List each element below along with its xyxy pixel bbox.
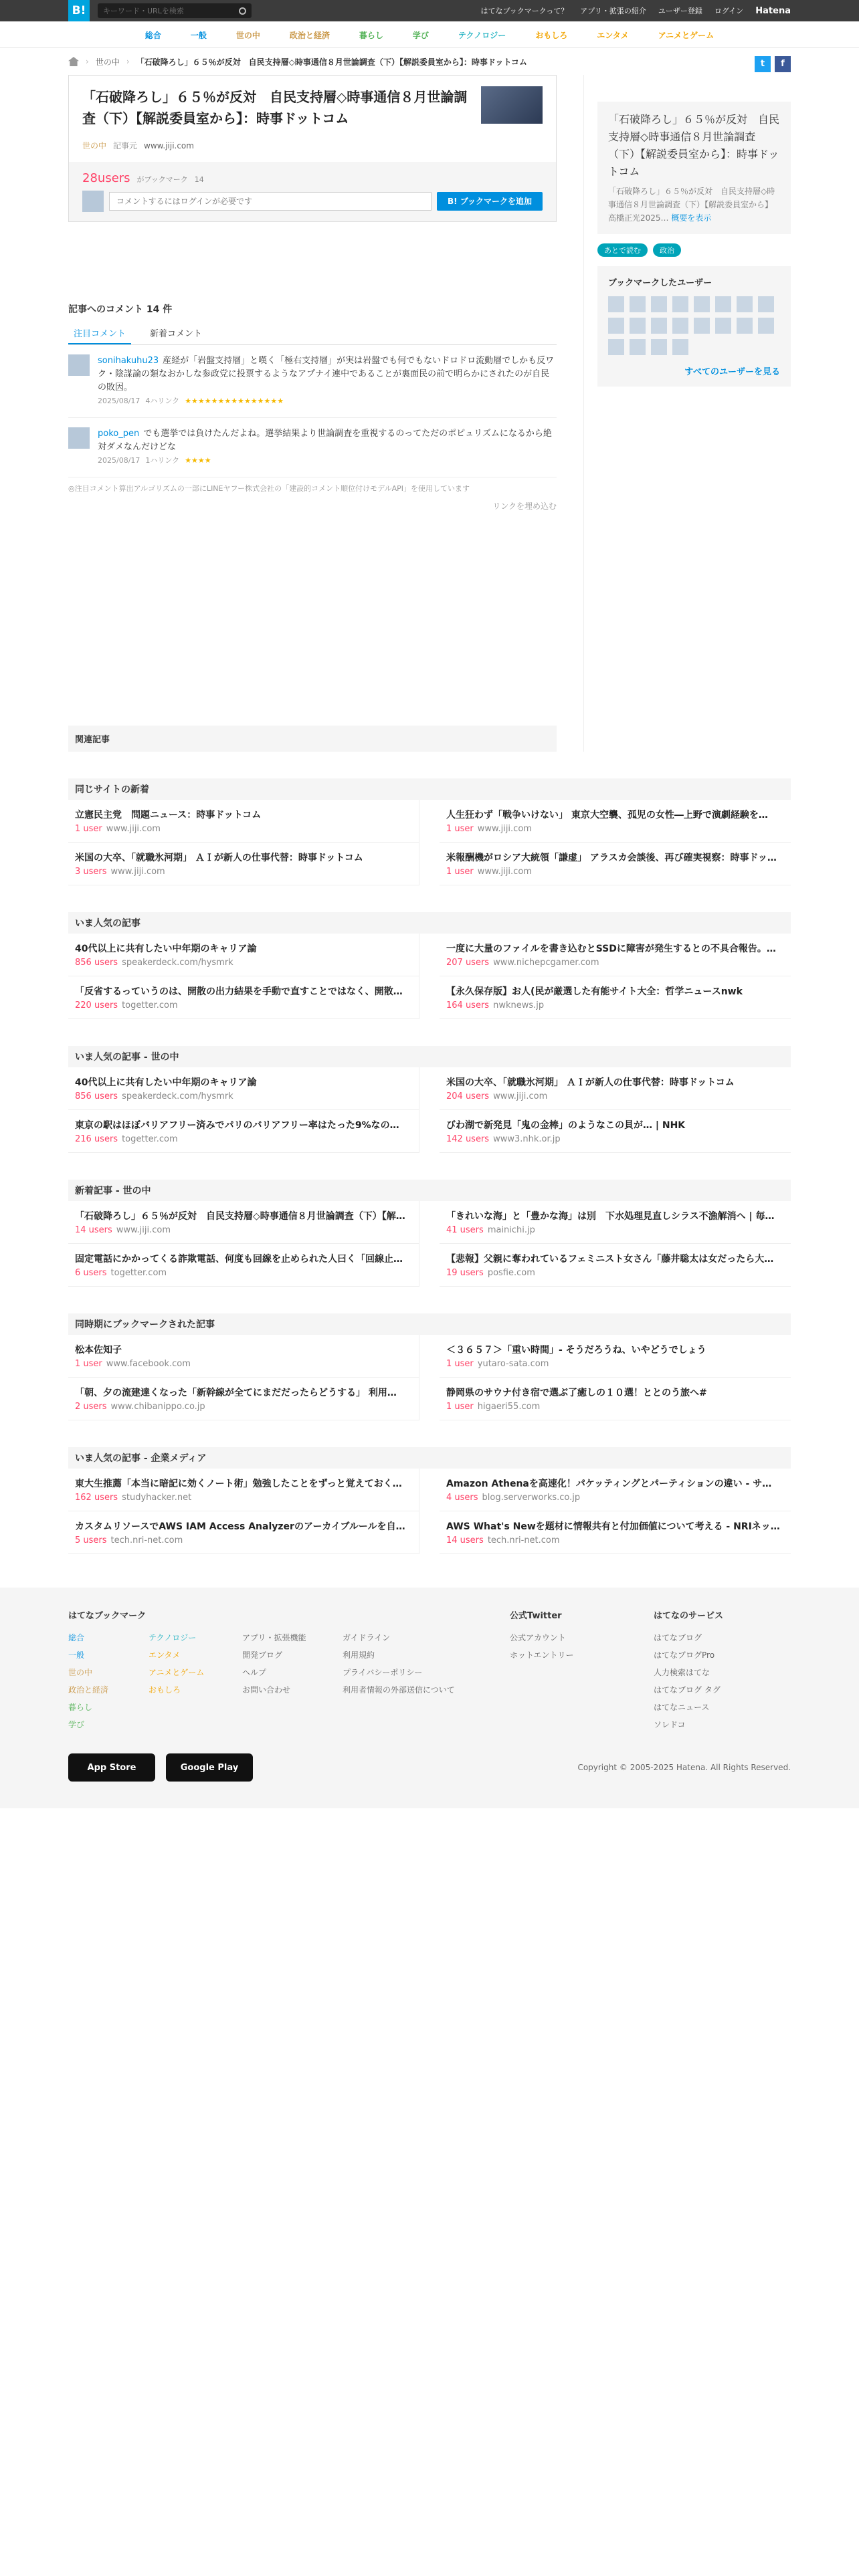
- list-item[interactable]: [68, 976, 419, 1019]
- nav-item-3[interactable]: 政治と経済: [289, 30, 330, 40]
- bookmark-users-title: ブックマークしたユーザー: [608, 278, 712, 288]
- article-users[interactable]: 4 users: [446, 1493, 478, 1503]
- hatena-bookmark-logo[interactable]: B!: [68, 0, 90, 21]
- article-domain[interactable]: www.jiji.com: [116, 1225, 171, 1235]
- list-item[interactable]: [440, 1335, 791, 1378]
- footer-col-title: はてなブックマーク: [68, 1611, 147, 1621]
- article-domain[interactable]: studyhacker.net: [122, 1493, 192, 1503]
- comment-tabs: [68, 322, 557, 345]
- sidebar-title[interactable]: 「石破降ろし」６５％が反対 自民支持層◇時事通信８月世論調査（下）【解説委員室から】：時事ドットコム: [608, 113, 780, 178]
- article-users[interactable]: 41 users: [446, 1225, 484, 1235]
- comment-item: [68, 345, 557, 418]
- list-item[interactable]: [68, 1244, 419, 1287]
- footer-link[interactable]: 学び: [68, 1720, 85, 1729]
- article-domain[interactable]: posfie.com: [487, 1268, 535, 1278]
- article-domain[interactable]: www.chibanippo.co.jp: [110, 1402, 205, 1412]
- entry-title[interactable]: 「石破降ろし」６５％が反対 自民支持層◇時事通信８月世論調査（下）【解説委員室から】：時事ドットコム: [82, 89, 468, 126]
- user-avatar[interactable]: [672, 339, 688, 355]
- list-item[interactable]: [440, 1110, 791, 1153]
- comment-input[interactable]: [109, 192, 432, 211]
- hatena-logo[interactable]: Hatena: [755, 5, 791, 16]
- article-title[interactable]: 米国の大卒、「就職氷河期」 ＡＩが新人の仕事代替：時事ドットコム: [75, 853, 363, 863]
- twitter-share-icon[interactable]: t: [755, 56, 771, 72]
- user-avatar[interactable]: [608, 296, 624, 312]
- article-list-section: [68, 1180, 791, 1287]
- user-avatar[interactable]: [672, 318, 688, 334]
- list-item[interactable]: [440, 1511, 791, 1554]
- list-item[interactable]: [68, 1201, 419, 1244]
- article-title[interactable]: カスタムリソースでAWS IAM Access Analyzerのアーカイブルールを自…: [75, 1521, 405, 1532]
- article-title[interactable]: 「きれいな海」と「豊かな海」は別 下水処理見直しシラス不漁解消へ | 毎…: [446, 1211, 775, 1222]
- comment-user[interactable]: poko_pen: [98, 429, 140, 439]
- article-meta: [446, 1225, 784, 1235]
- footer-link[interactable]: 利用規約: [343, 1650, 375, 1660]
- article-users[interactable]: 1 user: [75, 1359, 102, 1369]
- entry-domain[interactable]: www.jiji.com: [144, 140, 194, 150]
- app-store-badge[interactable]: App Store: [68, 1753, 155, 1782]
- entry-category[interactable]: 世の中: [82, 141, 107, 150]
- list-item[interactable]: [68, 843, 419, 885]
- list-item[interactable]: [68, 800, 419, 843]
- article-users[interactable]: 1 user: [446, 824, 474, 834]
- footer-link[interactable]: ガイドライン: [343, 1633, 391, 1642]
- article-users[interactable]: 142 users: [446, 1134, 490, 1144]
- article-users[interactable]: 216 users: [75, 1134, 118, 1144]
- comment-text: 産経が「岩盤支持層」と嘆く「極右支持層」が実は岩盤でも何でもないドロドロ流動層でしかも反ワク・陰謀論の類なおかしな参政党に投票するようなアプナイ連中であることが裏面民の前で明らかにされたのが自民の敗因。: [98, 356, 555, 393]
- nav-item-2[interactable]: 世の中: [235, 30, 260, 40]
- summary-text: 「石破降ろし」６５％が反対 自民支持層◇時事通信８月世論調査（下）【解説委員室から】 高橋正光2025…: [608, 187, 775, 223]
- article-meta: [446, 1493, 784, 1503]
- article-meta: [75, 1493, 412, 1503]
- nav-item-4[interactable]: 暮らし: [359, 30, 383, 40]
- top-links: [480, 5, 791, 16]
- article-grid: [68, 1335, 791, 1420]
- article-title[interactable]: AWS What's Newを題材に情報共有と付加価値について考える - NRIネッ…: [446, 1521, 780, 1532]
- comment-date[interactable]: 2025/08/17: [98, 397, 140, 405]
- article-domain[interactable]: togetter.com: [110, 1268, 167, 1278]
- add-bookmark-button[interactable]: B! ブックマークを追加: [437, 192, 543, 211]
- list-item[interactable]: [68, 934, 419, 976]
- nav-item-1[interactable]: 一般: [190, 30, 207, 40]
- user-avatar[interactable]: [737, 318, 753, 334]
- facebook-share-icon[interactable]: f: [775, 56, 791, 72]
- list-title: いま人気の記事: [68, 912, 791, 934]
- article-domain[interactable]: www.jiji.com: [493, 1091, 548, 1101]
- comment-info: [98, 454, 557, 467]
- tag-item[interactable]: 政治: [653, 243, 681, 257]
- list-item[interactable]: [440, 934, 791, 976]
- user-avatar[interactable]: [694, 296, 710, 312]
- article-list-section: [68, 1046, 791, 1153]
- footer-link[interactable]: 利用者情報の外部送信について: [343, 1685, 455, 1695]
- article-users[interactable]: 2 users: [75, 1402, 107, 1412]
- article-list-section: [68, 912, 791, 1019]
- article-users[interactable]: 5 users: [75, 1535, 107, 1545]
- main-column: [68, 75, 557, 752]
- sidebar-entry-box: [597, 102, 791, 234]
- article-meta: [75, 1000, 412, 1010]
- avatar[interactable]: [68, 354, 90, 376]
- star-icon[interactable]: ★★★★: [185, 456, 211, 465]
- user-avatar[interactable]: [630, 339, 646, 355]
- list-title: 同時期にブックマークされた記事: [68, 1313, 791, 1335]
- footer-link[interactable]: お問い合わせ: [242, 1685, 291, 1695]
- article-title[interactable]: びわ湖で新発見「鬼の金棒」のようなこの貝が… | NHK: [446, 1120, 686, 1131]
- article-users[interactable]: 164 users: [446, 1000, 490, 1010]
- article-meta: [75, 1225, 412, 1235]
- comment-body: [98, 427, 557, 467]
- article-domain[interactable]: www.facebook.com: [106, 1359, 191, 1369]
- footer-col-1: [68, 1608, 149, 1733]
- entry-box: [68, 75, 557, 222]
- footer-link[interactable]: 暮らし: [68, 1703, 93, 1712]
- article-domain[interactable]: togetter.com: [122, 1134, 178, 1144]
- list-title: 新着記事 - 世の中: [68, 1180, 791, 1201]
- comment-text-line: [98, 354, 557, 395]
- article-meta: [446, 1000, 784, 1010]
- comment-item: [68, 418, 557, 477]
- footer-link[interactable]: はてなブログ: [654, 1633, 702, 1642]
- article-title[interactable]: 人生狂わず「戦争いけない」 東京大空襲、孤児の女性―上野で演劇経験を…: [446, 810, 768, 821]
- bookmark-user-count[interactable]: 28users: [82, 171, 130, 185]
- article-users[interactable]: 220 users: [75, 1000, 118, 1010]
- list-item[interactable]: [440, 1201, 791, 1244]
- sidebar-summary: [608, 185, 780, 225]
- article-users[interactable]: 204 users: [446, 1091, 490, 1101]
- comment-links[interactable]: 4ハリンク: [145, 397, 180, 405]
- article-grid: [68, 1469, 791, 1554]
- article-meta: [75, 1402, 412, 1412]
- user-avatar[interactable]: [630, 296, 646, 312]
- article-title[interactable]: ＜３６５７＞「重い時間」- そうだろうね、いやどうでしょう: [446, 1345, 706, 1356]
- article-users[interactable]: 162 users: [75, 1493, 118, 1503]
- article-domain[interactable]: blog.serverworks.co.jp: [482, 1493, 581, 1503]
- ad-space: [68, 512, 557, 726]
- share-buttons: [755, 56, 791, 72]
- article-users[interactable]: 1 user: [446, 1359, 474, 1369]
- footer-col-3: [343, 1608, 510, 1733]
- article-domain[interactable]: www.nichepcgamer.com: [493, 958, 599, 968]
- list-item[interactable]: [440, 1067, 791, 1110]
- footer-link[interactable]: はてなブログPro: [654, 1650, 715, 1660]
- article-meta: [446, 824, 784, 834]
- breadcrumb-title: 「石破降ろし」６５％が反対 自民支持層◇時事通信８月世論調査（下）【解説委員室から】：時事ドットコム: [136, 57, 527, 67]
- article-domain[interactable]: speakerdeck.com/hysmrk: [122, 958, 233, 968]
- list-item[interactable]: [68, 1511, 419, 1554]
- article-grid: [68, 1067, 791, 1153]
- footer-link[interactable]: 総合: [68, 1633, 85, 1642]
- list-title: いま人気の記事 - 世の中: [68, 1046, 791, 1067]
- nav-item-7[interactable]: おもしろ: [535, 30, 568, 40]
- footer-link[interactable]: 一般: [68, 1650, 85, 1660]
- article-domain[interactable]: yutaro-sata.com: [477, 1359, 549, 1369]
- article-users[interactable]: 19 users: [446, 1268, 484, 1278]
- search-input[interactable]: [103, 7, 239, 15]
- article-users[interactable]: 207 users: [446, 958, 490, 968]
- article-grid: [68, 800, 791, 885]
- about-link[interactable]: はてなブックマークって？: [480, 7, 569, 15]
- article-list-section: [68, 1447, 791, 1554]
- chevron-right-icon: ›: [86, 57, 89, 66]
- footer-link[interactable]: プライバシーポリシー: [343, 1668, 423, 1677]
- article-title[interactable]: 東京の駅はほぼバリアフリー済みでパリのバリアフリー率はたった9%なの…: [75, 1120, 399, 1131]
- footer-link[interactable]: ヘルプ: [242, 1668, 267, 1677]
- sidebar: [583, 75, 791, 752]
- user-avatar[interactable]: [608, 318, 624, 334]
- footer-link[interactable]: テクノロジー: [149, 1633, 197, 1642]
- article-users[interactable]: 14 users: [75, 1225, 112, 1235]
- user-avatar[interactable]: [630, 318, 646, 334]
- related-title: 関連記事: [68, 726, 557, 752]
- article-users[interactable]: 14 users: [446, 1535, 484, 1545]
- article-users[interactable]: 1 user: [75, 824, 102, 834]
- article-domain[interactable]: mainichi.jp: [487, 1225, 535, 1235]
- comment-info: [98, 395, 557, 408]
- article-domain[interactable]: higaeri55.com: [477, 1402, 541, 1412]
- article-meta: [446, 867, 784, 877]
- all-users-link[interactable]: すべてのユーザーを見る: [684, 367, 780, 377]
- article-title[interactable]: 「石破降ろし」６５％が反対 自民支持層◇時事通信８月世論調査（下）【解…: [75, 1211, 405, 1222]
- list-item[interactable]: [68, 1067, 419, 1110]
- article-meta: [75, 1091, 412, 1101]
- article-title[interactable]: 【悲報】父親に奪われているフェミニスト女さん「藤井聡太は女だったら大…: [446, 1254, 774, 1265]
- footer-link[interactable]: はてなニュース: [654, 1703, 710, 1712]
- article-title[interactable]: 【永久保存版】お人(民が厳選した有能サイト大全：哲学ニュースnwk: [446, 986, 743, 997]
- user-avatar[interactable]: [715, 296, 731, 312]
- footer-link[interactable]: おもしろ: [149, 1685, 181, 1695]
- article-users[interactable]: 856 users: [75, 958, 118, 968]
- article-title[interactable]: 東大生推薦「本当に暗記に効くノート術」勉強したことをずっと覚えておく…: [75, 1479, 402, 1489]
- footer-link[interactable]: ホットエントリー: [510, 1650, 574, 1660]
- article-domain[interactable]: www.jiji.com: [477, 824, 532, 834]
- footer-col-title: 公式Twitter: [510, 1611, 562, 1621]
- footer-link[interactable]: 人力検索はてな: [654, 1668, 710, 1677]
- tag-item[interactable]: あとで読む: [597, 243, 648, 257]
- nav-item-6[interactable]: テクノロジー: [458, 30, 506, 40]
- google-play-badge[interactable]: Google Play: [166, 1753, 253, 1782]
- list-item[interactable]: [68, 1378, 419, 1420]
- comment-date[interactable]: 2025/08/17: [98, 456, 140, 465]
- user-avatar[interactable]: [651, 339, 667, 355]
- record-label: 記事元: [113, 141, 138, 150]
- list-title: 同じサイトの新着: [68, 778, 791, 800]
- footer-link[interactable]: アニメとゲーム: [149, 1668, 205, 1677]
- list-item[interactable]: [440, 1378, 791, 1420]
- article-meta: [75, 1535, 412, 1545]
- algorithm-note: ◎注目コメント算出アルゴリズムの一部にLINEヤフー株式会社の「建設的コメント順位付けモデルAPI」を使用しています: [68, 484, 470, 493]
- footer-col-title: はてなのサービス: [654, 1611, 724, 1621]
- comment-user[interactable]: sonihakuhu23: [98, 356, 159, 366]
- article-domain[interactable]: tech.nri-net.com: [110, 1535, 183, 1545]
- article-meta: [75, 867, 412, 877]
- nav-item-8[interactable]: エンタメ: [597, 30, 629, 40]
- entry-meta: [69, 140, 556, 162]
- user-avatar[interactable]: [651, 318, 667, 334]
- home-icon[interactable]: [68, 57, 79, 66]
- avatar[interactable]: [68, 427, 90, 449]
- article-meta: [75, 1268, 412, 1278]
- comment-links[interactable]: 1ハリンク: [145, 456, 180, 465]
- footer-link[interactable]: アプリ・拡張機能: [242, 1633, 306, 1642]
- list-item[interactable]: [68, 1335, 419, 1378]
- chevron-right-icon: ›: [126, 57, 130, 66]
- article-users[interactable]: 3 users: [75, 867, 107, 877]
- list-item[interactable]: [440, 800, 791, 843]
- article-grid: [68, 1201, 791, 1287]
- users-bar: [69, 162, 556, 221]
- footer-col-1b: [149, 1608, 242, 1733]
- comments-title: 記事へのコメント 14 件: [68, 304, 173, 315]
- article-domain[interactable]: nwknews.jp: [493, 1000, 545, 1010]
- footer-link[interactable]: 開発ブログ: [242, 1650, 283, 1660]
- embed-link[interactable]: リンクを埋め込む: [492, 502, 557, 511]
- article-meta: [446, 1535, 784, 1545]
- user-avatar[interactable]: [694, 318, 710, 334]
- article-list-section: [68, 1313, 791, 1420]
- article-title[interactable]: 固定電話にかかってくる詐欺電話、何度も回線を止められた人曰く「回線止…: [75, 1254, 403, 1265]
- footer-link[interactable]: はてなブログ タグ: [654, 1685, 721, 1695]
- footer-col-2: [242, 1608, 343, 1733]
- article-title[interactable]: 40代以上に共有したい中年期のキャリア論: [75, 1077, 257, 1088]
- avatar: [82, 191, 104, 212]
- entry-thumbnail[interactable]: [481, 86, 543, 124]
- summary-more-link[interactable]: 概要を表示: [671, 213, 712, 223]
- footer-link[interactable]: 政治と経済: [68, 1685, 109, 1695]
- user-avatar[interactable]: [608, 339, 624, 355]
- article-title[interactable]: 静岡県のサウナ付き宿で選ぶ了癒しの１０選！ととのう旅へ#: [446, 1388, 707, 1398]
- article-domain[interactable]: www.jiji.com: [106, 824, 161, 834]
- article-users[interactable]: 6 users: [75, 1268, 107, 1278]
- top-bar: [0, 0, 859, 21]
- footer: [0, 1588, 859, 1808]
- article-domain[interactable]: togetter.com: [122, 1000, 178, 1010]
- category-nav: [0, 21, 859, 48]
- article-title[interactable]: 一度に大量のファイルを書き込むとSSDに障害が発生するとの不具合報告。…: [446, 944, 776, 954]
- breadcrumb: [68, 48, 791, 75]
- footer-col-4: [510, 1608, 654, 1733]
- article-meta: [446, 1402, 784, 1412]
- article-users[interactable]: 1 user: [446, 1402, 474, 1412]
- footer-link[interactable]: ソレドコ: [654, 1720, 686, 1729]
- article-meta: [75, 1134, 412, 1144]
- user-avatar[interactable]: [758, 318, 774, 334]
- list-item[interactable]: [440, 976, 791, 1019]
- footer-link[interactable]: 世の中: [68, 1668, 93, 1677]
- footer-col-5: [654, 1608, 723, 1733]
- comment-text-line: [98, 427, 557, 454]
- article-title[interactable]: 米国の大卒、「就職氷河期」 ＡＩが新人の仕事代替：時事ドットコム: [446, 1077, 735, 1088]
- list-item[interactable]: [68, 1110, 419, 1153]
- search-box[interactable]: [98, 3, 252, 18]
- list-title: いま人気の記事 - 企業メディア: [68, 1447, 791, 1469]
- nav-item-9[interactable]: アニメとゲーム: [658, 30, 714, 40]
- footer-link[interactable]: 公式アカウント: [510, 1633, 566, 1642]
- list-item[interactable]: [440, 1469, 791, 1511]
- article-title[interactable]: 40代以上に共有したい中年期のキャリア論: [75, 944, 257, 954]
- article-title[interactable]: 米報酬機がロシア大統領「謙虚」 アラスカ会談後、再び確実視察：時事ドッ…: [446, 853, 777, 863]
- comment-body: [98, 354, 557, 408]
- article-domain[interactable]: tech.nri-net.com: [487, 1535, 560, 1545]
- list-item[interactable]: [68, 1469, 419, 1511]
- article-domain[interactable]: www.jiji.com: [477, 867, 532, 877]
- article-title[interactable]: 「反省するっていうのは、開散の出力結果を手動で直すことではなく、開散…: [75, 986, 403, 997]
- user-avatar[interactable]: [672, 296, 688, 312]
- nav-item-0[interactable]: 総合: [145, 30, 161, 40]
- article-users[interactable]: 1 user: [446, 867, 474, 877]
- article-meta: [446, 1268, 784, 1278]
- article-meta: [75, 1359, 412, 1369]
- comment-text: でも選挙では負けたんだよね。選挙結果より世論調査を重視するのってただのポピュリズムになるから絶対ダメなんだけどな: [98, 429, 552, 452]
- article-domain[interactable]: www3.nhk.or.jp: [493, 1134, 561, 1144]
- article-list-section: [68, 778, 791, 885]
- search-icon[interactable]: [239, 7, 246, 15]
- list-item[interactable]: [440, 1244, 791, 1287]
- star-icon[interactable]: ★★★★★★★★★★★★★★★: [185, 397, 284, 405]
- login-link[interactable]: ログイン: [714, 7, 744, 15]
- article-meta: [446, 1359, 784, 1369]
- user-avatar[interactable]: [715, 318, 731, 334]
- article-domain[interactable]: speakerdeck.com/hysmrk: [122, 1091, 233, 1101]
- article-meta: [75, 958, 412, 968]
- nav-item-5[interactable]: 学び: [412, 30, 429, 40]
- article-title[interactable]: Amazon Athenaを高速化！パケッティングとパーティションの違い - サ…: [446, 1479, 772, 1489]
- apps-link[interactable]: アプリ・拡張の紹介: [580, 7, 646, 15]
- user-avatar[interactable]: [758, 296, 774, 312]
- user-avatar-grid: [608, 296, 789, 355]
- comment-count: 14: [194, 175, 204, 184]
- article-title[interactable]: 立憲民主党 問題ニュース：時事ドットコム: [75, 810, 262, 821]
- article-title[interactable]: 松本佐知子: [75, 1345, 122, 1356]
- article-meta: [75, 824, 412, 834]
- breadcrumb-category[interactable]: 世の中: [95, 57, 120, 67]
- bookmark-label: がブックマーク: [136, 175, 188, 184]
- article-users[interactable]: 856 users: [75, 1091, 118, 1101]
- tab-popular-comments[interactable]: 注目コメント: [68, 322, 131, 344]
- user-avatar[interactable]: [651, 296, 667, 312]
- footer-link[interactable]: エンタメ: [149, 1650, 181, 1660]
- app-badges: [68, 1753, 791, 1782]
- user-avatar[interactable]: [737, 296, 753, 312]
- tag-list: [597, 243, 791, 257]
- article-meta: [446, 1134, 784, 1144]
- article-title[interactable]: 「朝、夕の流建達くなった「新幹線が全てにまだだったらどうする」 利用…: [75, 1388, 397, 1398]
- article-grid: [68, 934, 791, 1019]
- copyright: Copyright © 2005-2025 Hatena. All Rights Reserved.: [577, 1763, 791, 1772]
- list-item[interactable]: [440, 843, 791, 885]
- article-domain[interactable]: www.jiji.com: [110, 867, 165, 877]
- article-meta: [446, 958, 784, 968]
- bookmark-users: [597, 266, 791, 387]
- article-meta: [446, 1091, 784, 1101]
- signup-link[interactable]: ユーザー登録: [658, 7, 702, 15]
- tab-new-comments[interactable]: 新着コメント: [150, 329, 203, 339]
